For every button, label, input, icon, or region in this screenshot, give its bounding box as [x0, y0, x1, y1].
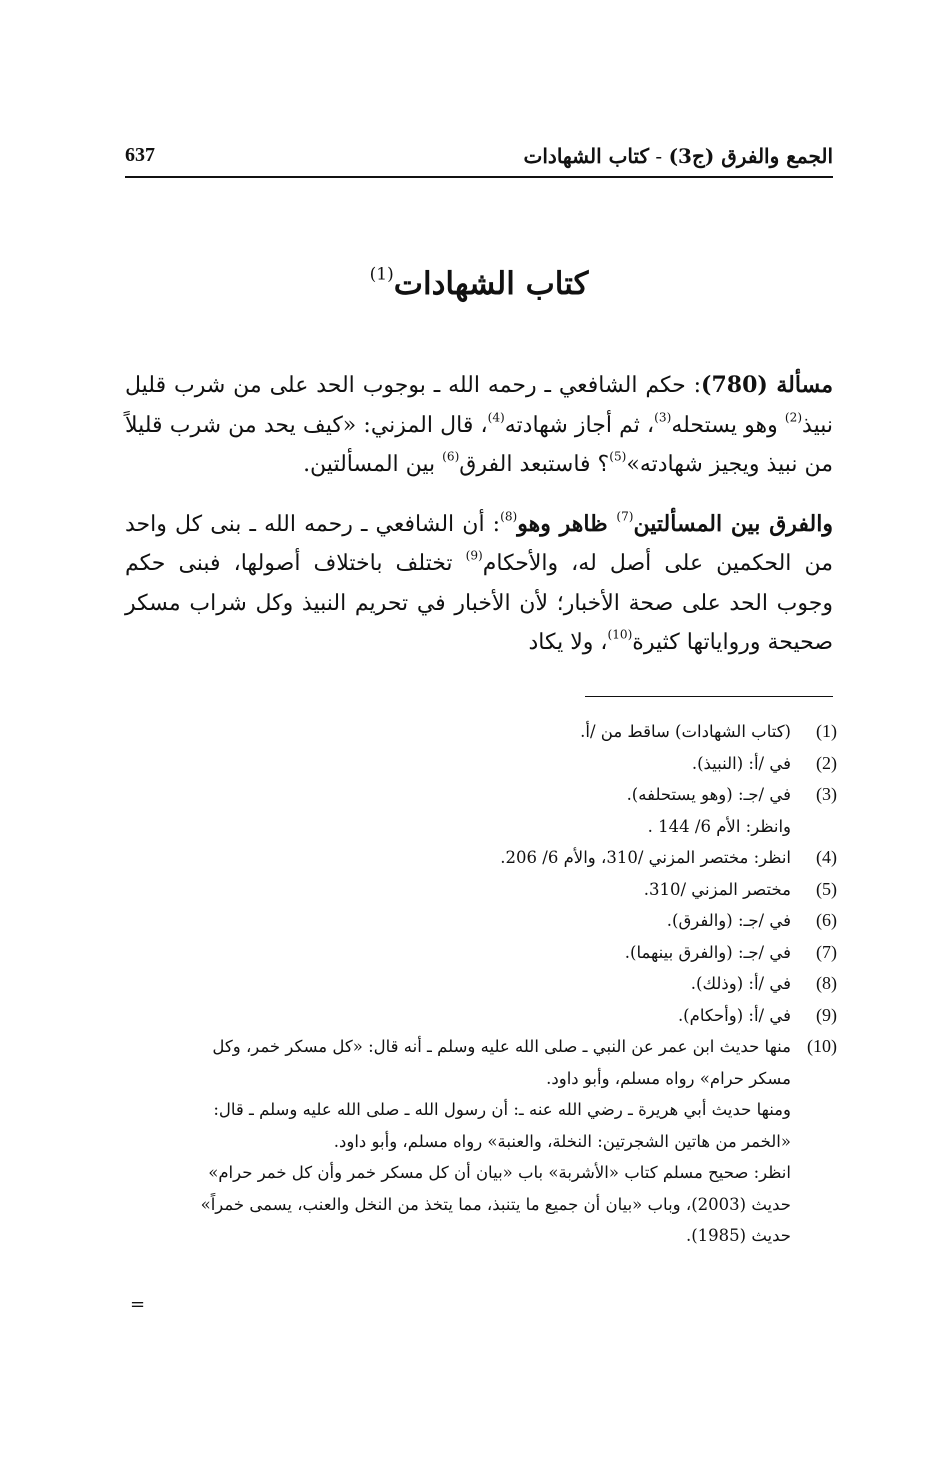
footnote-line: في /أ: (وذلك).	[690, 974, 791, 993]
footnote-number: (7)	[816, 941, 837, 962]
footnote-number: (1)	[816, 721, 837, 741]
footnote-text	[125, 716, 791, 748]
footnote-line: منها حديث ابن عمر عن النبي ـ صلى الله عليه وسلم ـ أنه قال: «كل مسكر خمر، وكل	[212, 1037, 791, 1056]
footnote-text	[125, 968, 791, 1000]
section-title: كتاب الشهادات	[523, 144, 650, 168]
paragraph-text: : أن الشافعي ـ رحمه الله ـ بنى كل واحد من الحكمين على أصل له، والأحكام	[125, 511, 833, 576]
note-ref-9: (9)	[465, 548, 483, 563]
note-ref-7: (7)	[616, 509, 634, 524]
paragraph-difference	[125, 505, 833, 663]
note-ref-6: (6)	[442, 449, 460, 464]
note-ref-8: (8)	[500, 509, 518, 524]
paragraph-text: : حكم الشافعي ـ رحمه الله ـ بوجوب الحد على من شرب قليل نبيذ	[125, 373, 833, 438]
paragraph-text: ، ولا يكاد	[528, 630, 608, 655]
book-title: الجمع والفرق (ج3)	[668, 144, 833, 168]
chapter-title-text: كتاب الشهادات	[393, 266, 589, 302]
footnote-text	[125, 905, 791, 937]
footnote-text	[125, 842, 791, 874]
issue-number: مسألة (780)	[701, 372, 833, 398]
page-number: 637	[125, 144, 155, 166]
main-text	[125, 366, 833, 663]
page-header	[125, 140, 833, 178]
chapter-note-ref: (1)	[369, 264, 394, 285]
footnote-number: (3)	[816, 784, 837, 804]
footnote-number: (8)	[816, 973, 837, 993]
paragraph-issue-780	[125, 366, 833, 485]
footnote-item	[125, 842, 837, 874]
footnote-number: (9)	[816, 1004, 837, 1025]
footnote-number: (5)	[816, 878, 837, 899]
running-title	[524, 144, 833, 168]
footnote-line: حديث (2003)، وباب «بيان أن جميع ما يتنبذ، مما يتخذ من النخل والعنب، يسمى خمراً»	[200, 1194, 791, 1214]
chapter-title	[125, 266, 833, 302]
footnote-number: (4)	[816, 847, 837, 867]
footnote-item	[125, 905, 837, 937]
note-ref-3: (3)	[654, 410, 672, 425]
paragraph-text: وهو يستحله	[671, 412, 785, 438]
footnote-line: في /أ: (وأحكام).	[677, 1005, 791, 1025]
paragraph-text: ، قال المزني: «كيف يحد من شرب قليلاً من نبيذ ويجيز شهادته»	[125, 412, 833, 477]
difference-lead: ظاهر وهو	[517, 510, 617, 537]
paragraph-text: بين المسألتين.	[303, 452, 443, 477]
footnote-line: مسكر حرام» رواه مسلم، وأبو داود.	[546, 1068, 791, 1088]
note-ref-4: (4)	[487, 410, 505, 425]
footnote-line: في /جـ: (والفرق).	[666, 911, 791, 930]
paragraph-text: ؟ فاستبعد الفرق	[459, 452, 610, 477]
footnote-line: مختصر المزني /310.	[643, 879, 791, 899]
footnote-line: حديث (1985).	[685, 1226, 791, 1245]
footnote-line: (كتاب الشهادات) ساقط من /أ.	[580, 722, 791, 741]
footnote-text	[125, 779, 791, 842]
footnote-number: (6)	[816, 910, 837, 930]
footnote-item	[125, 716, 837, 748]
footnote-number: (10)	[807, 1036, 837, 1056]
note-ref-10: (10)	[607, 627, 633, 642]
footnote-text	[125, 1000, 791, 1032]
footnotes	[125, 716, 837, 1252]
footnote-line: في /جـ: (والفرق بينهما).	[624, 942, 791, 962]
footnote-item	[125, 748, 837, 780]
continuation-mark: =	[130, 1294, 146, 1315]
footnote-text	[125, 1031, 791, 1252]
footnote-line: ومنها حديث أبي هريرة ـ رضي الله عنه ـ: أن رسول الله ـ صلى الله عليه وسلم ـ قال:	[213, 1100, 791, 1119]
note-ref-2: (2)	[784, 410, 803, 425]
difference-lead: والفرق بين المسألتين	[633, 510, 833, 537]
footnote-item	[125, 874, 837, 906]
footnote-item	[125, 1031, 837, 1252]
footnote-text	[125, 748, 791, 780]
footnote-item	[125, 937, 837, 969]
footnote-line: في /جـ: (وهو يستحلفه).	[626, 785, 791, 804]
footnote-line: انظر: صحيح مسلم كتاب «الأشربة» باب «بيان أن كل مسكر خمر وأن كل خمر حرام»	[208, 1163, 791, 1182]
footnote-item	[125, 779, 837, 842]
footnote-line: وانظر: الأم 6/ 144 .	[647, 816, 791, 836]
header-separator: -	[649, 144, 669, 168]
footnote-separator	[585, 696, 833, 697]
footnote-item	[125, 968, 837, 1000]
paragraph-text: ، ثم أجاز شهادته	[504, 412, 655, 438]
footnote-text	[125, 937, 791, 969]
note-ref-5: (5)	[609, 449, 627, 464]
footnote-line: انظر: مختصر المزني /310، والأم 6/ 206.	[500, 848, 791, 867]
paragraph-text: تختلف باختلاف أصولها، فبنى حكم وجوب الحد على صحة الأخبار؛ لأن الأخبار في تحريم النبيذ وكل شراب مسكر صحيحة ورواياتها كثيرة	[125, 551, 833, 655]
footnote-text	[125, 874, 791, 906]
footnote-line: «الخمر من هاتين الشجرتين: النخلة، والعنبة» رواه مسلم، وأبو داود.	[333, 1131, 791, 1151]
footnote-line: في /أ: (النبيذ).	[691, 753, 791, 773]
footnote-item	[125, 1000, 837, 1032]
footnote-number: (2)	[816, 752, 837, 773]
